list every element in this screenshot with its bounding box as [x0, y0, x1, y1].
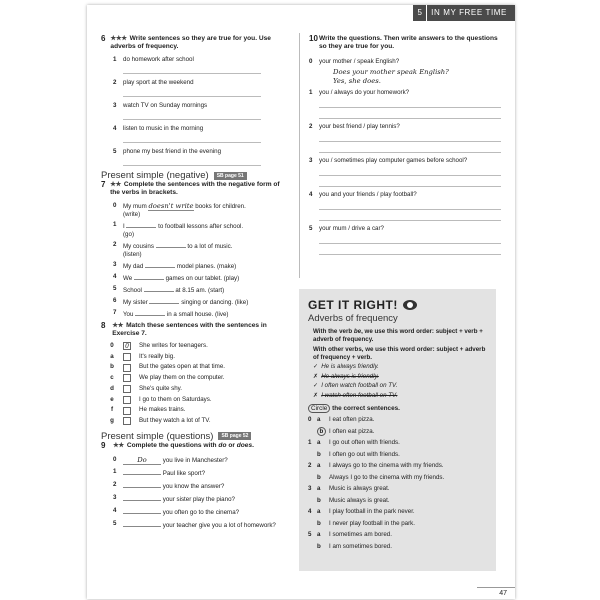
item-number: 4 — [113, 506, 117, 514]
item-number: 3 — [113, 493, 117, 501]
item-number: 3 — [113, 102, 117, 109]
mark-icon: ✗ — [313, 391, 319, 399]
handwritten-answer: doesn't write — [148, 202, 194, 210]
sentence-end: model planes. (make) — [175, 263, 237, 270]
item-sentence — [123, 468, 205, 478]
circle-option-row[interactable] — [308, 506, 496, 518]
exercise-7-item — [113, 241, 291, 259]
item-number: 0 — [309, 58, 313, 65]
option-sentence: I play football in the park never. — [329, 508, 415, 515]
item-sentence — [123, 481, 224, 491]
example-sentence — [313, 382, 488, 391]
handwritten-answer: Yes, she does. — [333, 77, 381, 85]
exercise-9-item — [113, 494, 291, 504]
option-letter: a — [317, 416, 321, 423]
exercise-10-item — [309, 89, 501, 97]
item-number: 2 — [113, 79, 117, 86]
item-sentence — [123, 297, 248, 307]
example-sentence — [313, 373, 488, 382]
exercise-10-item — [309, 157, 501, 165]
item-sentence — [123, 241, 232, 259]
item-number: 5 — [113, 148, 117, 155]
verb-hint: (go) — [123, 231, 135, 238]
left-column — [101, 35, 291, 530]
handwritten-question: Does your mother speak English? — [333, 68, 449, 76]
row-letter: c — [110, 374, 114, 382]
answer-line[interactable] — [319, 131, 501, 142]
item-number — [308, 426, 317, 438]
item-number — [308, 449, 317, 461]
handwritten-answer: Do — [123, 456, 161, 465]
exercise-7-item — [113, 202, 291, 219]
answer-line[interactable] — [319, 108, 501, 119]
sentence-end: singing or dancing. (like) — [179, 299, 249, 306]
answer-blank[interactable] — [156, 241, 186, 248]
eye-icon — [403, 300, 417, 310]
answer-line[interactable] — [123, 87, 261, 97]
get-it-right-box — [299, 289, 496, 571]
answer-blank[interactable] — [149, 297, 179, 304]
sb-page-badge: SB page 52 — [218, 432, 251, 440]
option-sentence: I am sometimes bored. — [329, 542, 392, 550]
section-title-questions: Present simple (questions) SB page 52 — [101, 431, 291, 442]
sentence-end: books for children. — [193, 203, 246, 210]
exercise-7-item — [113, 221, 291, 239]
sentence-start: My dad — [123, 263, 146, 270]
item-number: 5 — [113, 285, 117, 292]
item-prompt: your mum / drive a car? — [319, 225, 384, 232]
circle-instruction: Circle the correct sentences. — [308, 405, 488, 412]
row-letter: a — [110, 352, 114, 360]
item-number: 0 — [113, 202, 117, 209]
exercise-8-row — [101, 341, 291, 352]
item-number: 0 — [113, 455, 117, 463]
exercise-9-heading: 9 ★★ Complete the questions with do or does. — [101, 440, 254, 450]
exercise-8-row — [101, 405, 291, 416]
answer-box[interactable] — [123, 417, 131, 425]
circle-option-row[interactable] — [308, 437, 496, 449]
answer-box[interactable] — [123, 364, 131, 372]
option-sentence: Music is always great. — [329, 485, 390, 492]
unit-header — [413, 5, 515, 21]
sentence-start: My cousins — [123, 243, 156, 250]
exercise-8-row — [101, 373, 291, 384]
item-sentence — [123, 520, 276, 530]
sentence-start: We — [123, 275, 134, 282]
rule-be: With the verb be, we use this word order: subject + verb + adverb of frequency. — [313, 328, 483, 343]
answer-line[interactable] — [123, 156, 261, 166]
section-title-negative: Present simple (negative) SB page 51 — [101, 170, 291, 181]
right-column — [309, 35, 501, 255]
answer-blank[interactable] — [123, 494, 161, 501]
match-sentence: But they watch a lot of TV. — [139, 416, 211, 424]
circle-option-row[interactable] — [308, 472, 496, 484]
exercise-9-item — [113, 456, 291, 465]
example-sentence — [313, 392, 488, 401]
page-number: 47 — [477, 587, 515, 599]
option-letter: a — [317, 439, 321, 446]
row-letter: g — [110, 416, 114, 424]
answer-line[interactable] — [319, 233, 501, 244]
item-prompt: your best friend / play tennis? — [319, 123, 400, 130]
question-rest: you often go to the cinema? — [161, 508, 240, 516]
exercise-10-item — [309, 191, 501, 199]
sb-page-badge: SB page 51 — [214, 172, 247, 180]
exercise-10-item — [309, 123, 501, 131]
answer-line[interactable] — [319, 165, 501, 176]
item-number: 5 — [309, 225, 313, 232]
exercise-9-item — [113, 468, 291, 478]
option-sentence: I often go out with friends. — [329, 450, 400, 458]
option-letter: a — [317, 508, 321, 515]
option-sentence: I never play football in the park. — [329, 519, 415, 527]
answer-blank[interactable] — [123, 468, 161, 475]
item-prompt: play sport at the weekend — [123, 79, 194, 86]
example-sentence — [313, 363, 488, 372]
sentence-end: games on our tablet. (play) — [163, 275, 240, 282]
mark-icon: ✗ — [313, 372, 319, 380]
unit-title: IN MY FREE TIME — [426, 5, 515, 21]
workbook-page — [87, 5, 515, 599]
option-letter: a — [317, 462, 321, 469]
option-sentence: I often eat pizza. — [329, 427, 375, 435]
verb-hint: (listen) — [123, 251, 142, 258]
exercise-8-row — [101, 416, 291, 427]
item-number — [308, 472, 317, 484]
circle-option-row[interactable] — [308, 518, 496, 530]
circle-option-row[interactable] — [308, 460, 496, 472]
item-number: 4 — [113, 125, 117, 132]
item-number: 7 — [113, 309, 117, 316]
row-letter: 0 — [110, 342, 114, 349]
answer-blank[interactable] — [144, 285, 174, 292]
answer-blank[interactable] — [123, 520, 161, 527]
verb-hint: (write) — [123, 211, 141, 218]
item-number: 1 — [113, 221, 117, 228]
item-sentence — [123, 221, 243, 239]
sentence-start: You — [123, 311, 136, 318]
answer-line[interactable] — [123, 64, 261, 74]
exercise-9-item — [113, 481, 291, 491]
exercise-6-item — [113, 102, 291, 110]
item-prompt: you / always do your homework? — [319, 89, 410, 96]
option-sentence: I go out often with friends. — [329, 439, 400, 446]
item-number: 2 — [309, 123, 313, 130]
answer-box[interactable] — [123, 407, 131, 415]
sentence-start: School — [123, 287, 144, 294]
answer-box[interactable]: 0 — [123, 342, 131, 350]
match-sentence: It's really big. — [139, 352, 175, 360]
exercise-7-item — [113, 261, 291, 271]
item-number: 3 — [113, 261, 117, 268]
item-sentence — [123, 456, 228, 465]
exercise-8-row — [101, 384, 291, 395]
item-number: 4 — [309, 191, 313, 198]
item-number: 4 — [308, 508, 312, 515]
item-prompt: do homework after school — [123, 56, 194, 63]
exercise-8-row — [101, 395, 291, 406]
sentence-end: in a small house. (live) — [165, 311, 229, 318]
item-number: 4 — [113, 273, 117, 280]
circle-option-row[interactable] — [308, 483, 496, 495]
answer-line[interactable] — [123, 110, 261, 120]
option-letter: b — [317, 542, 321, 550]
item-number: 1 — [309, 89, 313, 96]
example-text: He always is friendly. — [321, 372, 379, 380]
mark-icon: ✓ — [313, 382, 319, 389]
option-letter: b — [317, 450, 321, 458]
match-sentence: She writes for teenagers. — [139, 342, 208, 349]
item-number: 5 — [113, 519, 117, 527]
option-letter: b — [317, 496, 321, 504]
item-number: 5 — [308, 531, 312, 538]
item-prompt: phone my best friend in the evening — [123, 148, 222, 155]
item-sentence — [123, 285, 224, 295]
question-rest: your sister play the piano? — [161, 495, 235, 503]
item-number — [308, 541, 317, 553]
answer-line[interactable] — [123, 133, 261, 143]
match-sentence: We play them on the computer. — [139, 374, 225, 382]
circle-option-row[interactable] — [308, 529, 496, 541]
item-prompt: you / sometimes play computer games before school? — [319, 157, 468, 164]
item-sentence — [123, 494, 235, 504]
item-number: 1 — [113, 467, 117, 475]
answer-box[interactable] — [123, 396, 131, 404]
sentence-start: My mum — [123, 203, 149, 210]
item-number: 2 — [113, 241, 117, 248]
exercise-9-item — [113, 520, 291, 530]
sentence-start: I — [123, 223, 127, 230]
option-sentence: I eat often pizza. — [329, 416, 375, 423]
item-number: 1 — [308, 439, 312, 446]
item-sentence — [123, 202, 246, 219]
item-sentence — [123, 309, 228, 319]
match-sentence: I go to them on Saturdays. — [139, 395, 212, 403]
exercise-8-heading: 8 ★★ Match these sentences with the sentences in Exercise 7. — [101, 321, 267, 337]
row-letter: d — [110, 384, 114, 392]
circle-option-row[interactable] — [308, 426, 496, 438]
exercise-10-item — [309, 58, 501, 66]
exercise-10-item — [309, 225, 501, 233]
option-letter: b — [317, 519, 321, 527]
item-number: 3 — [308, 485, 312, 492]
exercise-7-heading: 7 ★★ Complete the sentences with the negative form of the verbs in brackets. — [101, 180, 280, 196]
option-sentence: Music always is great. — [329, 496, 390, 504]
match-sentence: But the gates open at that time. — [139, 363, 225, 371]
answer-line[interactable] — [319, 142, 501, 153]
exercise-6-item — [113, 125, 291, 133]
answer-blank[interactable] — [123, 481, 161, 488]
sentence-end: to football lessons after school. — [156, 223, 244, 230]
item-number: 6 — [113, 297, 117, 304]
exercise-6-heading: 6 ★★★ Write sentences so they are true for you. Use adverbs of frequency. — [101, 34, 271, 50]
item-number: 0 — [308, 416, 312, 423]
answer-blank[interactable] — [135, 309, 165, 316]
exercise-8-row — [101, 362, 291, 373]
exercise-7-item — [113, 309, 291, 319]
exercise-6-item — [113, 148, 291, 156]
question-rest: you know the answer? — [161, 482, 225, 490]
circle-option-row[interactable] — [308, 541, 496, 553]
option-sentence: Always I go to the cinema with my friends. — [329, 473, 445, 481]
circle-option-row[interactable] — [308, 449, 496, 461]
exercise-8-row — [101, 352, 291, 363]
item-number — [308, 495, 317, 507]
circle-option-row[interactable] — [308, 414, 496, 426]
circle-option-row[interactable] — [308, 495, 496, 507]
question-rest: Paul like sport? — [161, 469, 206, 477]
exercise-9-item — [113, 507, 291, 517]
option-letter: a — [317, 485, 321, 492]
item-number: 2 — [308, 462, 312, 469]
exercise-7-item — [113, 273, 291, 283]
answer-line[interactable] — [319, 244, 501, 255]
answer-blank[interactable] — [126, 221, 156, 228]
item-prompt: watch TV on Sunday mornings — [123, 102, 208, 109]
answer-line[interactable] — [319, 97, 501, 108]
unit-number: 5 — [413, 5, 426, 21]
row-letter: e — [110, 395, 114, 403]
example-text: He is always friendly. — [321, 363, 379, 370]
item-prompt: listen to music in the morning — [123, 125, 204, 132]
item-prompt: your mother / speak English? — [319, 58, 400, 65]
item-prompt: you and your friends / play football? — [319, 191, 417, 198]
item-sentence — [123, 507, 239, 517]
question-rest: your teacher give you a lot of homework? — [161, 521, 276, 529]
item-number — [308, 518, 317, 530]
item-sentence — [123, 261, 236, 271]
sentence-start: My sister — [123, 299, 150, 306]
answer-blank[interactable] — [134, 273, 164, 280]
exercise-7-item — [113, 297, 291, 307]
option-sentence: I always go to the cinema with my friends. — [329, 462, 444, 469]
answer-line[interactable] — [319, 176, 501, 187]
item-number: 3 — [309, 157, 313, 164]
answer-box[interactable] — [123, 353, 131, 361]
sentence-end: at 8.15 am. (start) — [173, 287, 225, 294]
row-letter: f — [110, 406, 114, 414]
answer-box[interactable] — [123, 374, 131, 382]
rule-other-verbs: With other verbs, we use this word order: subject + adverb of frequency + verb. — [313, 346, 486, 361]
item-number: 2 — [113, 480, 117, 488]
exercise-7-item — [113, 285, 291, 295]
item-number: 1 — [113, 56, 117, 63]
question-rest: you live in Manchester? — [161, 456, 228, 464]
answer-blank[interactable] — [123, 507, 161, 514]
option-letter: a — [317, 531, 321, 538]
answer-line[interactable] — [319, 199, 501, 210]
exercise-10-heading: 10 Write the questions. Then write answers to the questions so they are true for you. — [309, 34, 498, 50]
match-sentence: She's quite shy. — [139, 384, 183, 392]
example-text: I watch often football on TV. — [321, 391, 398, 399]
exercise-6-item — [113, 56, 291, 64]
match-sentence: He makes trains. — [139, 406, 186, 414]
item-sentence — [123, 273, 239, 283]
option-sentence: I sometimes am bored. — [329, 531, 392, 538]
answer-box[interactable] — [123, 385, 131, 393]
option-letter: b — [317, 426, 329, 438]
get-it-right-subtitle: Adverbs of frequency — [308, 313, 398, 324]
answer-line[interactable] — [319, 210, 501, 221]
exercise-6-item — [113, 79, 291, 87]
mark-icon: ✓ — [313, 363, 319, 370]
option-letter: b — [317, 473, 321, 481]
row-letter: b — [110, 363, 114, 371]
column-divider — [299, 33, 300, 278]
example-text: I often watch football on TV. — [321, 382, 398, 389]
answer-blank[interactable] — [145, 261, 175, 268]
get-it-right-title: GET IT RIGHT! — [308, 298, 496, 312]
sentence-end: to a lot of music. — [185, 243, 233, 250]
